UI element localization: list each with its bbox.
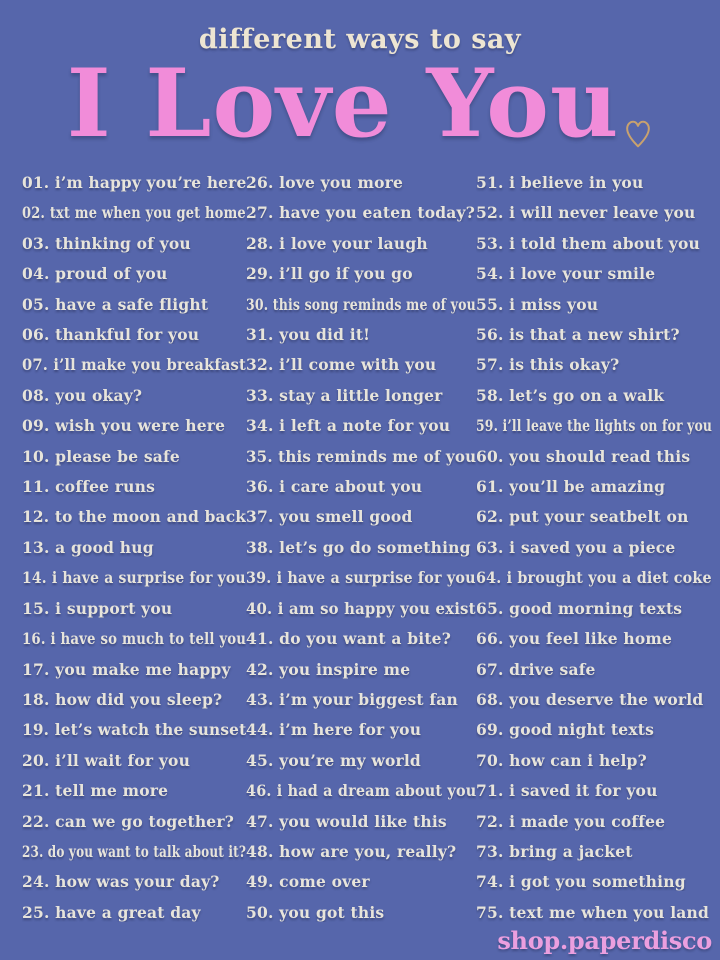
list-item (22, 629, 246, 648)
list-item (476, 538, 712, 557)
list-item-label: 20. i’ll wait for you (22, 750, 191, 770)
list-item (22, 355, 246, 374)
list-item (476, 568, 712, 587)
list-item-label: 02. txt me when you get home (22, 203, 246, 223)
list-item-label: 69. good night texts (476, 720, 655, 740)
list-item-label: 43. i’m your biggest fan (246, 689, 458, 709)
list-item (246, 538, 476, 557)
list-item-label: 05. have a safe flight (22, 294, 209, 314)
list-item (22, 903, 246, 922)
list-item (22, 781, 246, 800)
list-item-label: 25. have a great day (22, 902, 201, 922)
list-item (22, 325, 246, 344)
list-item-label: 31. you did it! (246, 325, 371, 345)
list-item-label: 47. you would like this (246, 811, 447, 831)
list-item-label: 30. this song reminds me of you (246, 294, 476, 314)
list-item-label: 06. thankful for you (22, 325, 200, 345)
list-item-label: 66. you feel like home (476, 629, 673, 649)
list-item-label: 29. i’ll go if you go (246, 264, 413, 284)
list-item (246, 416, 476, 435)
list-item (22, 660, 246, 679)
list-item-label: 38. let’s go do something (246, 537, 471, 557)
list-item-label: 23. do you want to talk about it? (22, 841, 246, 861)
list-item-label: 67. drive safe (476, 659, 596, 679)
list-item (22, 416, 246, 435)
phrase-column-1 (22, 173, 246, 922)
list-item-label: 49. come over (246, 872, 370, 892)
list-item-label: 42. you inspire me (246, 659, 411, 679)
list-item-label: 15. i support you (22, 598, 173, 618)
list-item-label: 19. let’s watch the sunset (22, 720, 246, 740)
list-item-label: 57. is this okay? (476, 355, 620, 375)
list-item-label: 39. i have a surprise for you (246, 568, 476, 588)
list-item (246, 447, 476, 466)
phrase-list (0, 157, 720, 960)
list-item-label: 16. i have so much to tell you (22, 629, 246, 649)
list-item (476, 781, 712, 800)
list-item (246, 842, 476, 861)
list-item (476, 842, 712, 861)
list-item (22, 477, 246, 496)
list-item-label: 48. how are you, really? (246, 841, 457, 861)
list-item-label: 58. let’s go on a walk (476, 385, 665, 405)
list-item (22, 538, 246, 557)
list-item-label: 04. proud of you (22, 264, 168, 284)
list-item-label: 03. thinking of you (22, 233, 191, 253)
list-item (246, 507, 476, 526)
list-item (22, 872, 246, 891)
list-item (476, 416, 712, 435)
list-item-label: 64. i brought you a diet coke (476, 568, 712, 588)
list-item-label: 41. do you want a bite? (246, 629, 452, 649)
list-item-label: 65. good morning texts (476, 598, 683, 618)
list-item-label: 07. i’ll make you breakfast (22, 355, 246, 375)
header-subtitle: different ways to say (198, 24, 522, 55)
list-item-label: 75. text me when you land (476, 902, 710, 922)
list-item-label: 37. you smell good (246, 507, 413, 527)
list-item-label: 72. i made you coffee (476, 811, 666, 831)
list-item (476, 751, 712, 770)
list-item-label: 12. to the moon and back (22, 507, 246, 527)
list-item (246, 355, 476, 374)
list-item-label: 01. i’m happy you’re here (22, 173, 246, 192)
list-item (22, 842, 246, 861)
list-item-label: 71. i saved it for you (476, 781, 658, 801)
page-title: I Love You (66, 49, 620, 159)
list-item-label: 50. you got this (246, 902, 385, 922)
list-item-label: 10. please be safe (22, 446, 180, 466)
list-item (476, 660, 712, 679)
list-item-label: 51. i believe in you (476, 173, 644, 192)
list-item (22, 690, 246, 709)
list-item-label: 14. i have a surprise for you (22, 568, 246, 588)
list-item (246, 234, 476, 253)
list-item-label: 27. have you eaten today? (246, 203, 476, 223)
list-item-label: 09. wish you were here (22, 416, 226, 436)
list-item (246, 386, 476, 405)
list-item-label: 26. love you more (246, 173, 404, 192)
list-item (476, 264, 712, 283)
list-item (246, 203, 476, 222)
list-item-label: 28. i love your laugh (246, 233, 428, 253)
list-item-label: 70. how can i help? (476, 750, 647, 770)
title-row (0, 49, 720, 159)
list-item-label: 59. i’ll leave the lights on for you (476, 416, 712, 436)
list-item-label: 54. i love your smile (476, 264, 656, 284)
list-item-label: 55. i miss you (476, 294, 599, 314)
list-item (246, 599, 476, 618)
list-item-label: 33. stay a little longer (246, 385, 443, 405)
list-item-label: 62. put your seatbelt on (476, 507, 689, 527)
list-item-label: 73. bring a jacket (476, 841, 633, 861)
list-item (22, 568, 246, 587)
list-item (246, 872, 476, 891)
list-item (476, 203, 712, 222)
list-item (476, 507, 712, 526)
list-item (22, 203, 246, 222)
list-item (246, 264, 476, 283)
list-item-label: 11. coffee runs (22, 477, 156, 497)
list-item (476, 295, 712, 314)
phrase-column-3 (476, 173, 712, 922)
list-item (22, 812, 246, 831)
list-item-label: 32. i’ll come with you (246, 355, 437, 375)
list-item-label: 40. i am so happy you exist (246, 598, 476, 618)
list-item (246, 325, 476, 344)
list-item-label: 22. can we go together? (22, 811, 235, 831)
list-item-label: 13. a good hug (22, 537, 154, 557)
list-item (476, 720, 712, 739)
list-item (22, 264, 246, 283)
list-item (246, 690, 476, 709)
list-item (246, 568, 476, 587)
list-item (246, 903, 476, 922)
list-item-label: 36. i care about you (246, 477, 423, 497)
list-item (22, 447, 246, 466)
list-item (476, 812, 712, 831)
list-item (22, 234, 246, 253)
list-item-label: 60. you should read this (476, 446, 691, 466)
list-item-label: 08. you okay? (22, 385, 143, 405)
list-item-label: 74. i got you something (476, 872, 686, 892)
list-item (476, 173, 712, 192)
list-item-label: 35. this reminds me of you (246, 446, 476, 466)
list-item (476, 599, 712, 618)
list-item (22, 720, 246, 739)
list-item (476, 629, 712, 648)
phrase-column-2 (246, 173, 476, 922)
list-item-label: 18. how did you sleep? (22, 689, 223, 709)
list-item (22, 599, 246, 618)
list-item (22, 173, 246, 192)
list-item (246, 781, 476, 800)
list-item (246, 295, 476, 314)
list-item-label: 44. i’m here for you (246, 720, 422, 740)
list-item-label: 52. i will never leave you (476, 203, 696, 223)
list-item (246, 660, 476, 679)
list-item-label: 21. tell me more (22, 781, 169, 801)
list-item (246, 720, 476, 739)
list-item-label: 24. how was your day? (22, 872, 220, 892)
list-item-label: 63. i saved you a piece (476, 537, 676, 557)
list-item (22, 295, 246, 314)
list-item-label: 56. is that a new shirt? (476, 325, 680, 345)
list-item-label: 46. i had a dream about you (246, 781, 476, 801)
heart-icon (623, 118, 653, 153)
list-item (476, 355, 712, 374)
list-item (476, 447, 712, 466)
list-item (22, 386, 246, 405)
list-item (246, 812, 476, 831)
list-item (246, 173, 476, 192)
list-item (476, 234, 712, 253)
list-item (476, 477, 712, 496)
list-item-label: 68. you deserve the world (476, 689, 704, 709)
list-item (476, 903, 712, 922)
list-item (246, 629, 476, 648)
watermark: shop.paperdisco (497, 926, 712, 955)
list-item (246, 751, 476, 770)
list-item (476, 872, 712, 891)
list-item (476, 386, 712, 405)
list-item-label: 34. i left a note for you (246, 416, 451, 436)
list-item (22, 507, 246, 526)
list-item-label: 53. i told them about you (476, 233, 701, 253)
list-item-label: 45. you’re my world (246, 750, 421, 770)
list-item (476, 325, 712, 344)
list-item (246, 477, 476, 496)
list-item-label: 61. you’ll be amazing (476, 477, 666, 497)
list-item-label: 17. you make me happy (22, 659, 231, 679)
list-item (476, 690, 712, 709)
list-item (22, 751, 246, 770)
